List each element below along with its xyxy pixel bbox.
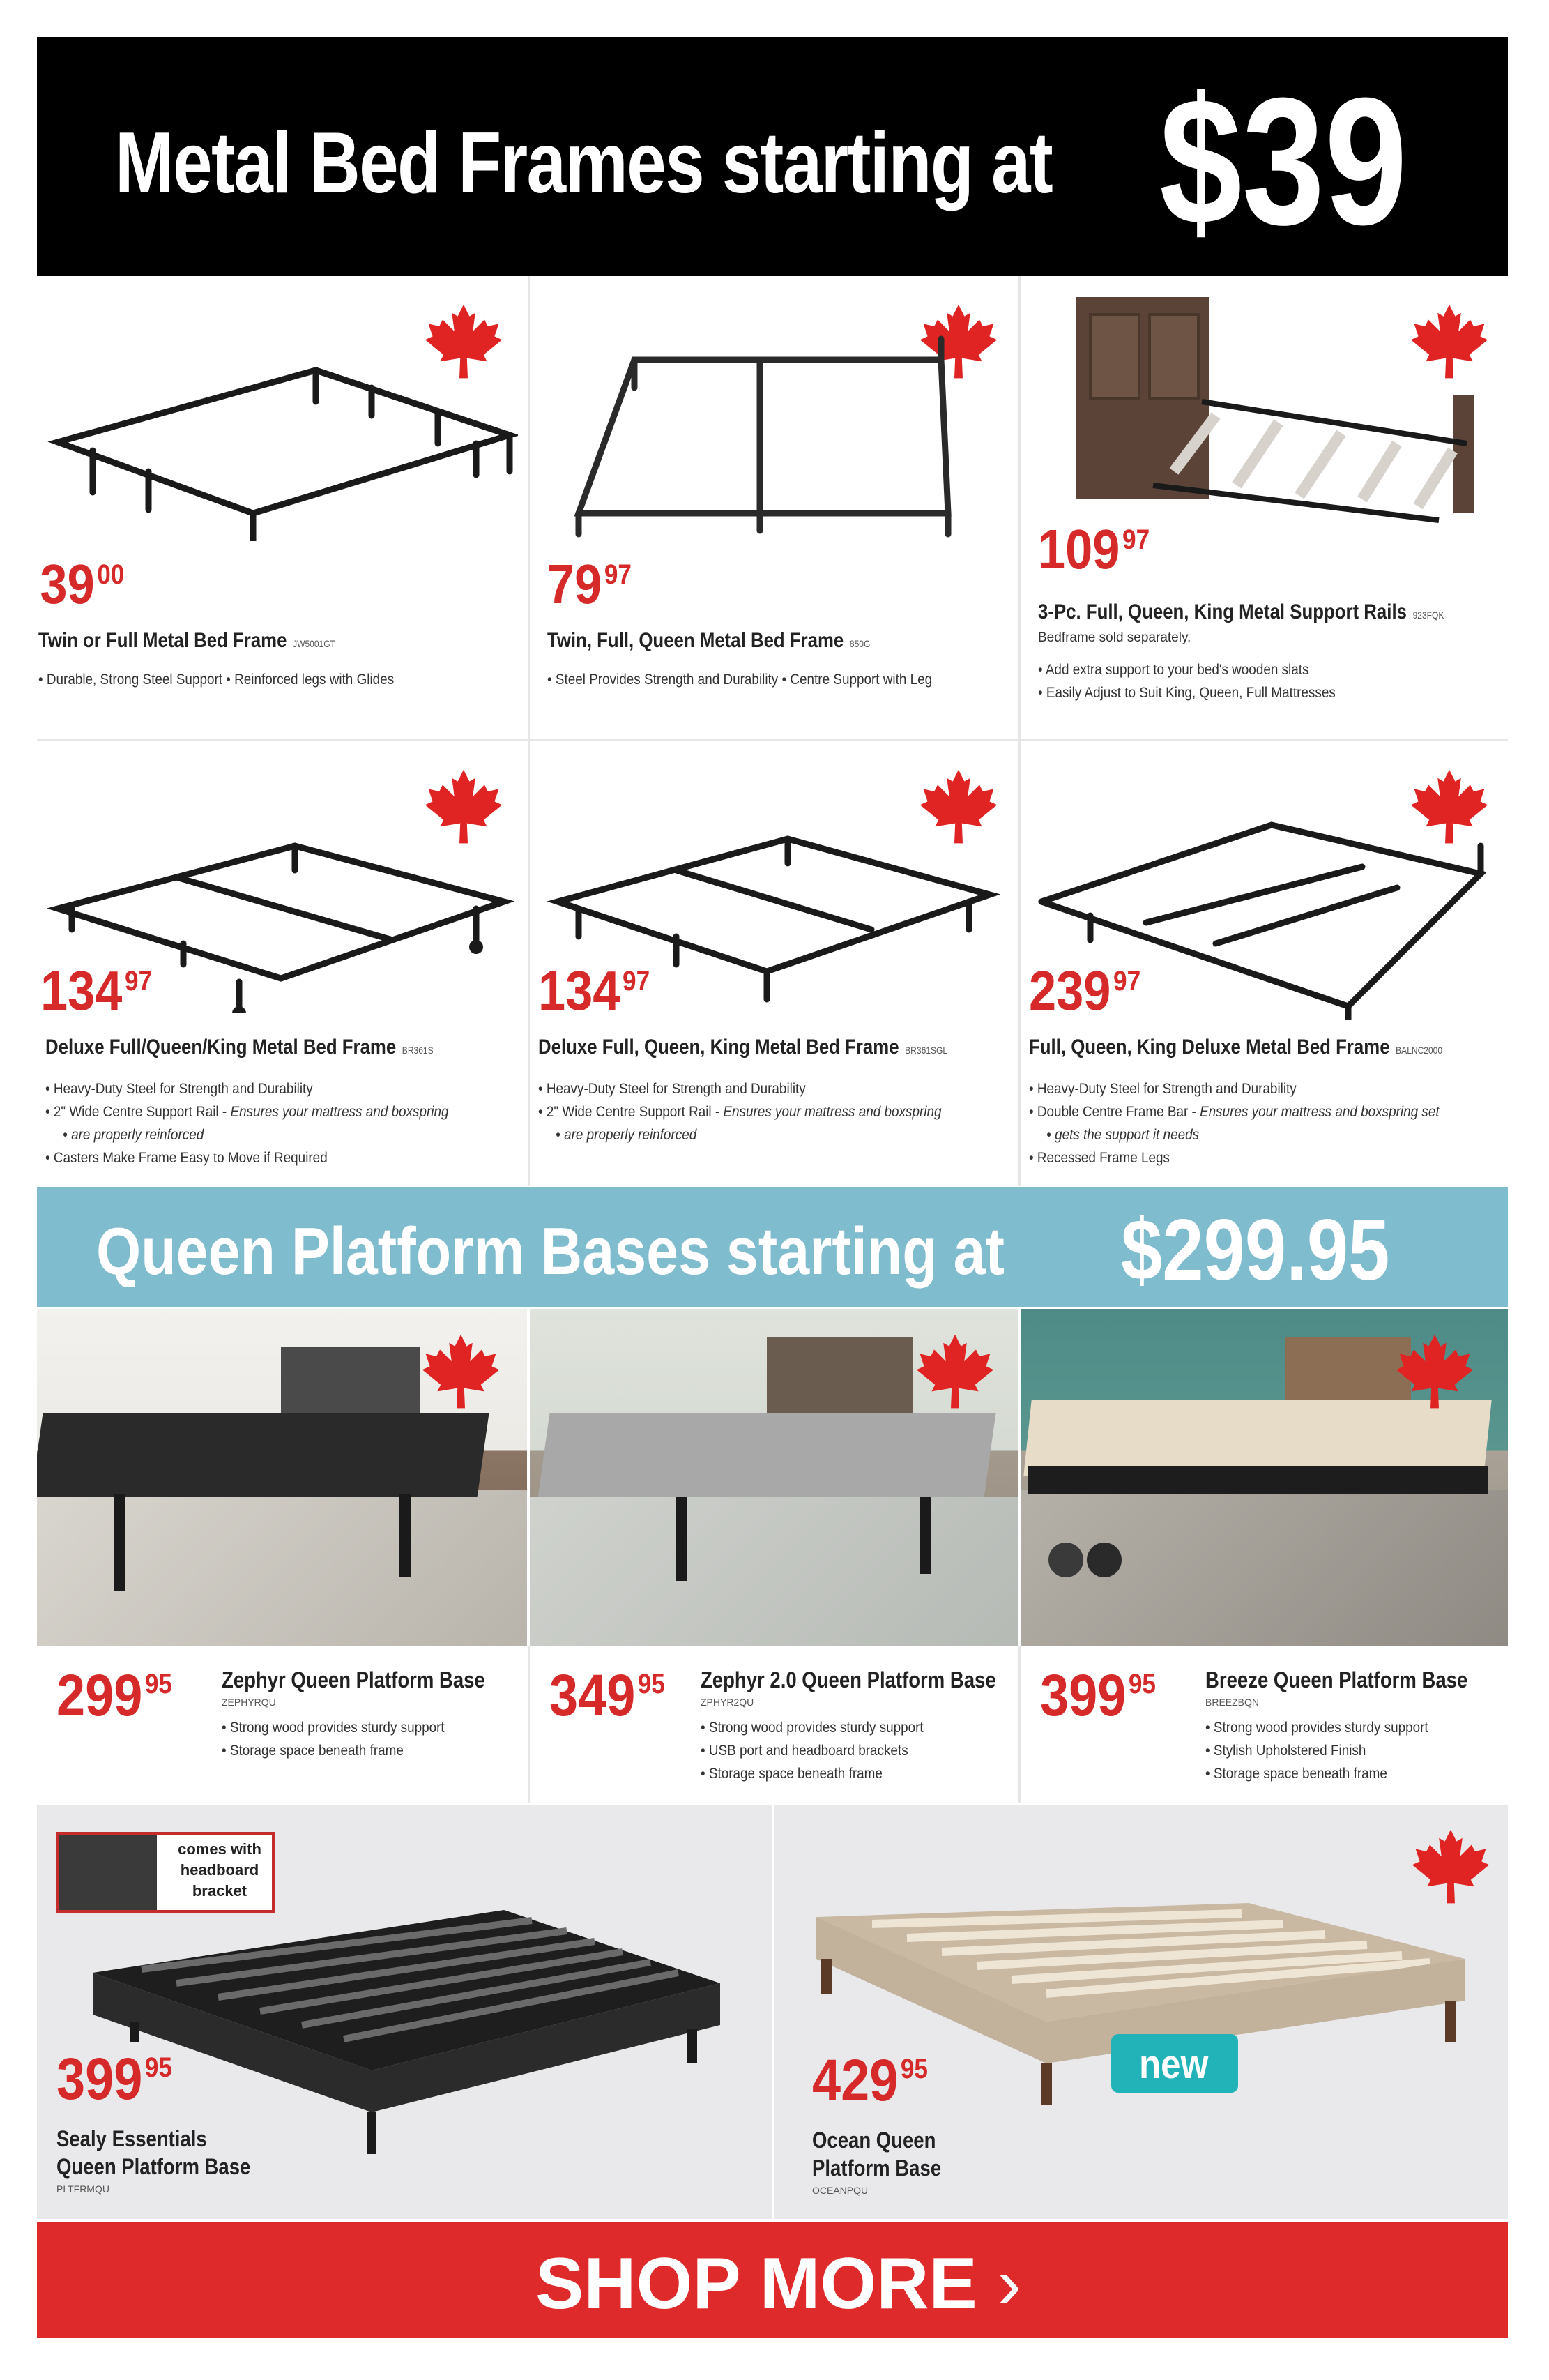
bases-banner-price: $299.95	[1121, 1202, 1390, 1298]
product-name: Deluxe Full, Queen, King Metal Bed Frame	[538, 1036, 899, 1059]
product-name: Zephyr Queen Platform Base	[222, 1667, 485, 1692]
product-sku: ZEPHYRQU	[222, 1697, 276, 1708]
product-image-metal-frame	[44, 311, 518, 541]
badge-line: comes with	[178, 1840, 261, 1858]
price-cents: 95	[900, 2054, 929, 2084]
product-name: Full, Queen, King Deluxe Metal Bed Frame	[1029, 1036, 1390, 1059]
product-sku: BALNC2000	[1396, 1045, 1443, 1056]
product-name: Twin or Full Metal Bed Frame	[38, 629, 287, 652]
product-sku: BR361SGL	[905, 1045, 948, 1056]
product-photo-zephyr-2	[530, 1309, 1018, 1646]
product-sku: 923FQK	[1412, 609, 1444, 621]
badge-line: headboard	[180, 1861, 259, 1879]
frames-banner	[37, 37, 1508, 276]
price-dollars: 134	[40, 960, 123, 1022]
product-bullet: • 2" Wide Centre Support Rail - Ensures your mattress and boxspring	[45, 1100, 449, 1123]
price-dollars: 134	[538, 960, 620, 1022]
product-bullet: • 2" Wide Centre Support Rail - Ensures your mattress and boxspring	[538, 1100, 942, 1123]
product-bullet: • Double Centre Frame Bar - Ensures your mattress and boxspring set	[1029, 1100, 1440, 1123]
price-cents: 97	[1122, 524, 1150, 555]
product-name-line: Sealy Essentials	[56, 2126, 207, 2151]
product-sku: JW5001GT	[293, 638, 335, 649]
price-cents: 97	[604, 559, 632, 590]
product-name-line: Platform Base	[812, 2155, 942, 2181]
price-dollars: 39	[40, 553, 95, 615]
price-cents: 95	[144, 2052, 173, 2083]
product-bullets: • Durable, Strong Steel Support • Reinforced legs with Glides	[38, 672, 395, 688]
maple-leaf-icon	[1393, 1331, 1476, 1415]
product-bullet: • Recessed Frame Legs	[1029, 1146, 1440, 1169]
badge-line: bracket	[192, 1882, 247, 1900]
product-card-deluxe-frame-glides[interactable]	[530, 741, 1018, 1186]
product-image-sealy-base	[79, 1861, 734, 2168]
product-name-line: Queen Platform Base	[56, 2154, 251, 2179]
product-bullet: • Heavy-Duty Steel for Strength and Durability	[45, 1077, 449, 1100]
product-name-line: Ocean Queen	[812, 2128, 936, 2153]
chevron-right-icon: ›	[997, 2243, 1022, 2324]
product-bullet-continued: gets the support it needs	[1055, 1127, 1200, 1143]
price-dollars: 239	[1029, 960, 1111, 1022]
product-card-support-rails[interactable]	[1021, 276, 1508, 739]
shop-more-button[interactable]	[37, 2222, 1508, 2338]
price-cents: 97	[124, 966, 153, 996]
product-bullet-continued: are properly reinforced	[564, 1127, 697, 1143]
product-bullet: • Strong wood provides sturdy support	[1205, 1716, 1428, 1739]
product-sku: 850G	[849, 638, 871, 649]
bases-banner-title: Queen Platform Bases starting at	[96, 1214, 1005, 1289]
product-sku: BR361S	[402, 1045, 434, 1056]
product-sku: OCEANPQU	[812, 2185, 869, 2196]
price-dollars: 399	[56, 2046, 143, 2112]
product-bullets: • Steel Provides Strength and Durability • Centre Support with Leg	[547, 672, 933, 688]
price-cents: 97	[1113, 966, 1141, 996]
price-dollars: 399	[1040, 1662, 1127, 1728]
product-card-full-queen-king-deluxe[interactable]	[1021, 741, 1508, 1186]
product-image-metal-frame	[551, 332, 969, 541]
product-bullet: • Storage space beneath frame	[1205, 1762, 1428, 1785]
product-bullet: • Stylish Upholstered Finish	[1205, 1739, 1428, 1762]
product-name: Breeze Queen Platform Base	[1205, 1667, 1468, 1692]
product-photo-zephyr	[37, 1309, 527, 1646]
product-card-deluxe-frame-casters[interactable]	[37, 741, 528, 1186]
product-bullet: • Easily Adjust to Suit King, Queen, Full Mattresses	[1038, 681, 1336, 704]
shop-more-label: SHOP MORE	[535, 2243, 977, 2324]
product-bullet: • Storage space beneath frame	[222, 1739, 445, 1762]
product-bullet: • Strong wood provides sturdy support	[222, 1716, 445, 1739]
price-cents: 00	[97, 559, 125, 590]
product-bullet: • Strong wood provides sturdy support	[701, 1716, 924, 1739]
product-note: Bedframe sold separately.	[1038, 630, 1191, 645]
product-card-breeze[interactable]	[1021, 1646, 1508, 1803]
product-sku: BREEZBQN	[1205, 1697, 1260, 1708]
product-card-zephyr[interactable]	[37, 1646, 527, 1803]
product-sku: PLTFRMQU	[56, 2183, 109, 2195]
price-cents: 95	[1128, 1669, 1157, 1699]
product-name: Deluxe Full/Queen/King Metal Bed Frame	[45, 1036, 397, 1059]
product-bullet: • Add extra support to your bed's wooden slats	[1038, 658, 1336, 681]
price-dollars: 79	[547, 553, 602, 615]
product-bullet-continued: are properly reinforced	[71, 1127, 204, 1143]
frames-banner-price: $39	[1159, 61, 1407, 263]
product-bullet: • Heavy-Duty Steel for Strength and Durability	[1029, 1077, 1440, 1100]
bases-banner	[37, 1187, 1508, 1307]
new-tag	[1111, 2034, 1238, 2093]
product-card-zephyr-2[interactable]	[530, 1646, 1018, 1803]
price-cents: 95	[144, 1669, 173, 1699]
price-dollars: 109	[1038, 518, 1120, 580]
product-bullet: • Casters Make Frame Easy to Move if Required	[45, 1146, 449, 1169]
price-cents: 97	[622, 966, 650, 996]
product-bullet: • Heavy-Duty Steel for Strength and Durability	[538, 1077, 942, 1100]
price-cents: 95	[637, 1669, 666, 1699]
price-dollars: 299	[56, 1662, 143, 1728]
product-bullet: • Storage space beneath frame	[701, 1762, 924, 1785]
price-dollars: 429	[812, 2047, 899, 2113]
product-image-bed-with-rails	[1076, 297, 1481, 527]
product-name: Zephyr 2.0 Queen Platform Base	[701, 1667, 996, 1692]
product-card-twin-full-frame[interactable]	[37, 276, 528, 739]
product-card-ocean[interactable]	[774, 1805, 1508, 2219]
product-card-twin-full-queen-frame[interactable]	[530, 276, 1018, 739]
frames-banner-title: Metal Bed Frames starting at	[115, 115, 1053, 211]
product-name: Twin, Full, Queen Metal Bed Frame	[547, 629, 844, 652]
maple-leaf-icon	[419, 1331, 503, 1415]
product-photo-breeze	[1021, 1309, 1508, 1646]
product-card-sealy[interactable]	[37, 1805, 772, 2219]
maple-leaf-icon	[913, 1331, 997, 1415]
product-sku: ZPHYR2QU	[701, 1697, 754, 1708]
new-tag-label: new	[1139, 2042, 1209, 2087]
product-name: 3-Pc. Full, Queen, King Metal Support Rails	[1038, 600, 1407, 623]
product-bullet: • USB port and headboard brackets	[701, 1739, 924, 1762]
price-dollars: 349	[549, 1662, 636, 1728]
